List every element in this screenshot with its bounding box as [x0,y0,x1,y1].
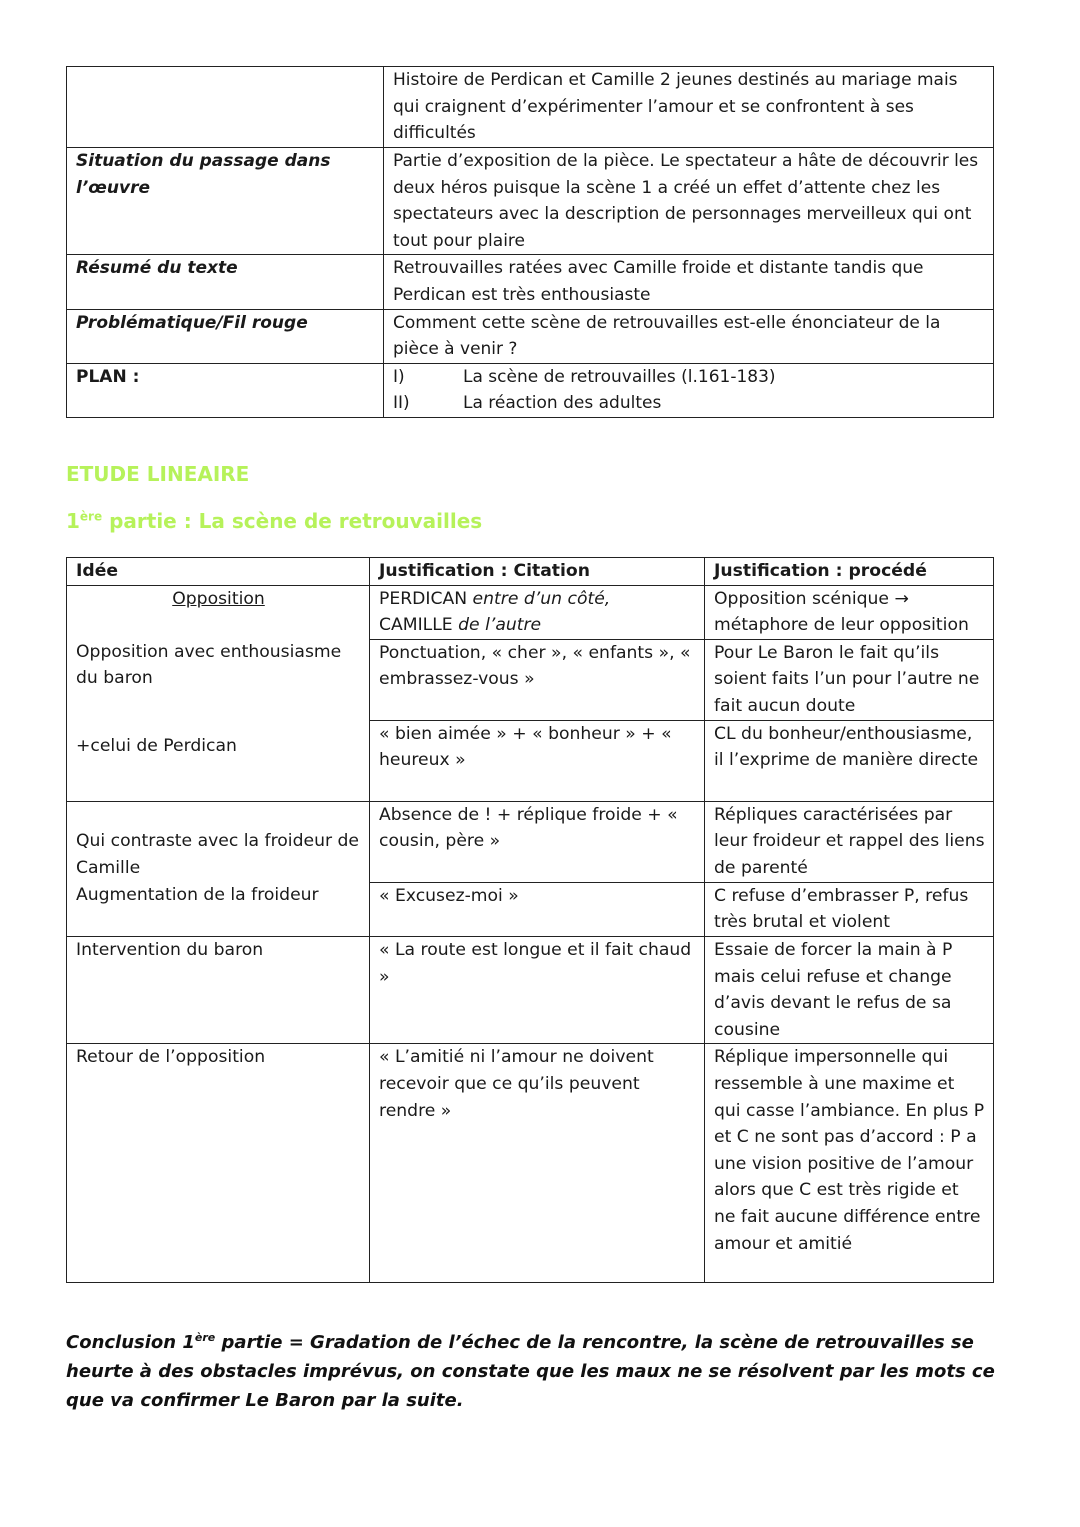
procede-cell: Répliques caractérisées par leur froideur et rappel des liens de parenté [705,801,994,882]
plan-item [393,390,985,417]
citation-cell: Ponctuation, « cher », « enfants », « embrassez-vous » [370,639,705,720]
header-idee: Idée [67,558,370,586]
intro-value: Histoire de Perdican et Camille 2 jeunes destinés au mariage mais qui craignent d’expérimenter l’amour et se confrontent à ses difficultés [384,67,994,148]
plan-row [67,363,994,417]
conclusion-text: partie = Gradation de l’échec de la rencontre, la scène de retrouvailles se heurte à des obstacles imprévus, on constate que les maux ne se résolvent par les mots ce que va confirmer Le Baron par la suite. [66,1332,995,1411]
intro-label [67,67,384,148]
idea-text: Augmentation de la froideur [76,884,319,905]
header-citation: Justification : Citation [370,558,705,586]
intro-row [67,309,994,363]
analysis-table [66,557,994,1283]
citation-cell: Absence de ! + réplique froide + « cousin, père » [370,801,705,882]
plan-item [393,364,985,391]
citation-text: entre d’un côté, [467,588,611,609]
intro-row [67,67,994,148]
plan-item-number: II) [393,393,410,414]
idea-text: +celui de Perdican [76,735,237,756]
intro-value: Retrouvailles ratées avec Camille froide et distante tandis que Perdican est très enthousiaste [384,255,994,309]
citation-cell: « La route est longue et il fait chaud » [370,936,705,1043]
table-row [67,585,994,639]
part-heading [66,509,482,533]
procede-cell: Pour Le Baron le fait qu’ils soient faits l’un pour l’autre ne fait aucun doute [705,639,994,720]
citation-text: PERDICAN [379,588,468,609]
idea-cell [67,801,370,936]
idea-cell [67,585,370,801]
part-heading-text: partie : La scène de retrouvailles [102,509,483,533]
plan-item-number: I) [393,366,405,387]
intro-label: Situation du passage dans l’œuvre [67,148,384,255]
conclusion [66,1323,1011,1415]
plan-item-text: La scène de retrouvailles (l.161-183) [463,366,776,387]
conclusion-pre: Conclusion 1 [66,1332,195,1353]
citation-text: de l’autre [452,615,542,636]
plan-label: PLAN : [67,363,384,417]
procede-cell: Réplique impersonnelle qui ressemble à une maxime et qui casse l’ambiance. En plus P et C ne sont pas d’accord : P a une vision positive de l’amour alors que C est très rigide et ne fait aucune différence entre amour et amitié [705,1044,994,1283]
table-row [67,936,994,1043]
intro-label: Problématique/Fil rouge [67,309,384,363]
citation-text: CAMILLE [379,615,453,636]
citation-cell: « L’amitié ni l’amour ne doivent recevoir que ce qu’ils peuvent rendre » [370,1044,705,1283]
citation-cell: « bien aimée » + « bonheur » + « heureux » [370,720,705,801]
procede-cell: CL du bonheur/enthousiasme, il l’exprime de manière directe [705,720,994,801]
intro-value: Comment cette scène de retrouvailles est-elle énonciateur de la pièce à venir ? [384,309,994,363]
plan-list [384,363,994,417]
table-header-row [67,558,994,586]
citation-cell: « Excusez-moi » [370,882,705,936]
table-row [67,801,994,882]
plan-item-text: La réaction des adultes [463,393,662,414]
citation-cell [370,585,705,639]
intro-table [66,66,994,418]
part-heading-sup: ère [79,509,103,524]
intro-row [67,255,994,309]
procede-cell: Essaie de forcer la main à P mais celui refuse et change d’avis devant le refus de sa cousine [705,936,994,1043]
procede-cell: C refuse d’embrasser P, refus très brutal et violent [705,882,994,936]
procede-cell: Opposition scénique → métaphore de leur opposition [705,585,994,639]
table-row [67,1044,994,1283]
idea-cell: Retour de l’opposition [67,1044,370,1283]
part-heading-number: 1 [66,509,80,533]
idea-cell: Intervention du baron [67,936,370,1043]
header-procede: Justification : procédé [705,558,994,586]
conclusion-sup: ère [194,1331,216,1344]
section-heading: ETUDE LINEAIRE [66,462,250,486]
intro-label: Résumé du texte [67,255,384,309]
intro-row [67,148,994,255]
idea-text: Qui contraste avec la froideur de Camille [76,831,359,878]
intro-value: Partie d’exposition de la pièce. Le spectateur a hâte de découvrir les deux héros puisque la scène 1 a créé un effet d’attente chez les spectateurs avec la description de personnages merveilleux qui ont tout pour plaire [384,148,994,255]
idea-text: Opposition avec enthousiasme du baron [76,641,342,689]
opposition-label: Opposition [172,588,265,609]
